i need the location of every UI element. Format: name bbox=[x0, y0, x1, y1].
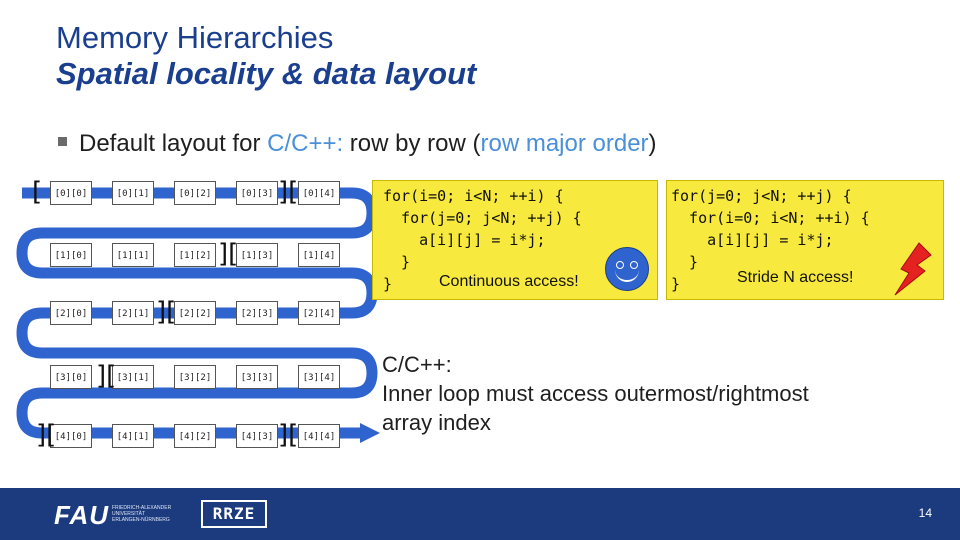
bracket-icon: [ bbox=[32, 177, 43, 207]
matrix-cell: [4][1] bbox=[112, 424, 154, 448]
matrix-cell: [0][0] bbox=[50, 181, 92, 205]
matrix-cell: [2][2] bbox=[174, 301, 216, 325]
stride-access-note: Stride N access! bbox=[737, 269, 854, 286]
matrix-cell: [1][4] bbox=[298, 243, 340, 267]
conclusion-line: Inner loop must access outermost/rightmost bbox=[382, 381, 809, 406]
matrix-cell: [2][0] bbox=[50, 301, 92, 325]
matrix-cell: [1][2] bbox=[174, 243, 216, 267]
matrix-cell: [4][0] bbox=[50, 424, 92, 448]
footer-bar bbox=[0, 488, 960, 540]
bullet-point bbox=[58, 130, 657, 158]
matrix-cell: [2][4] bbox=[298, 301, 340, 325]
bracket-icon: ][ bbox=[278, 177, 299, 207]
matrix-cell: [1][0] bbox=[50, 243, 92, 267]
university-name-line: ERLANGEN-NÜRNBERG bbox=[112, 517, 170, 523]
bracket-icon: ][ bbox=[278, 420, 299, 450]
rrze-logo: RRZE bbox=[201, 500, 267, 528]
matrix-cell: [3][2] bbox=[174, 365, 216, 389]
matrix-cell: [3][1] bbox=[112, 365, 154, 389]
fau-logo: FAU bbox=[54, 500, 109, 530]
university-name-line: UNIVERSITÄT bbox=[112, 511, 146, 517]
matrix-cell: [0][1] bbox=[112, 181, 154, 205]
slide-subtitle: Spatial locality & data layout bbox=[56, 56, 477, 91]
row-major-matrix-diagram bbox=[0, 170, 380, 460]
matrix-cell: [2][1] bbox=[112, 301, 154, 325]
conclusion-line: C/C++: bbox=[382, 352, 452, 377]
bracket-icon: ][ bbox=[156, 297, 177, 327]
smiley-icon bbox=[605, 247, 649, 291]
code-box-row-loop bbox=[372, 180, 658, 300]
bullet-lang: C/C++: bbox=[267, 130, 344, 157]
smiley-mouth bbox=[615, 268, 639, 282]
bracket-icon: ][ bbox=[96, 361, 117, 391]
matrix-cell: [0][4] bbox=[298, 181, 340, 205]
code-line: for(j=0; j<N; ++j) { bbox=[671, 187, 852, 205]
code-line: a[i][j] = i*j; bbox=[671, 231, 834, 249]
matrix-cell: [4][2] bbox=[174, 424, 216, 448]
university-name bbox=[112, 505, 171, 523]
code-line: a[i][j] = i*j; bbox=[383, 231, 546, 249]
matrix-cell: [0][2] bbox=[174, 181, 216, 205]
matrix-cell: [0][3] bbox=[236, 181, 278, 205]
matrix-cell: [3][0] bbox=[50, 365, 92, 389]
bullet-prefix: Default layout for bbox=[79, 130, 268, 157]
code-line: for(j=0; j<N; ++j) { bbox=[383, 209, 582, 227]
code-line: } bbox=[383, 253, 411, 271]
code-line: for(i=0; i<N; ++i) { bbox=[383, 187, 564, 205]
conclusion-line: array index bbox=[382, 410, 491, 435]
matrix-cell: [3][4] bbox=[298, 365, 340, 389]
matrix-cell: [1][1] bbox=[112, 243, 154, 267]
slide-title-block bbox=[56, 20, 476, 92]
continuous-access-note: Continuous access! bbox=[439, 273, 579, 290]
university-name-line: FRIEDRICH-ALEXANDER bbox=[112, 505, 172, 511]
code-line: } bbox=[671, 253, 699, 271]
matrix-cell: [1][3] bbox=[236, 243, 278, 267]
lightning-bolt bbox=[895, 243, 931, 295]
matrix-cell: [3][3] bbox=[236, 365, 278, 389]
matrix-cell: [4][4] bbox=[298, 424, 340, 448]
matrix-cell: [2][3] bbox=[236, 301, 278, 325]
bracket-icon: ][ bbox=[218, 239, 239, 269]
slide-title: Memory Hierarchies bbox=[56, 20, 334, 55]
bullet-middle: row by row ( bbox=[343, 130, 481, 157]
code-box-column-loop bbox=[666, 180, 944, 300]
bullet-square-icon bbox=[58, 137, 67, 146]
matrix-cell: [4][3] bbox=[236, 424, 278, 448]
bracket-icon: ][ bbox=[36, 420, 57, 450]
arrow-head-icon bbox=[360, 423, 380, 443]
lightning-icon bbox=[889, 241, 933, 297]
conclusion-text bbox=[382, 350, 809, 437]
code-line: } bbox=[671, 275, 681, 293]
bullet-suffix: ) bbox=[648, 130, 657, 157]
page-number: 14 bbox=[918, 506, 932, 520]
code-line: } bbox=[383, 275, 393, 293]
code-line: for(i=0; i<N; ++i) { bbox=[671, 209, 870, 227]
bullet-highlight: row major order bbox=[480, 130, 649, 157]
